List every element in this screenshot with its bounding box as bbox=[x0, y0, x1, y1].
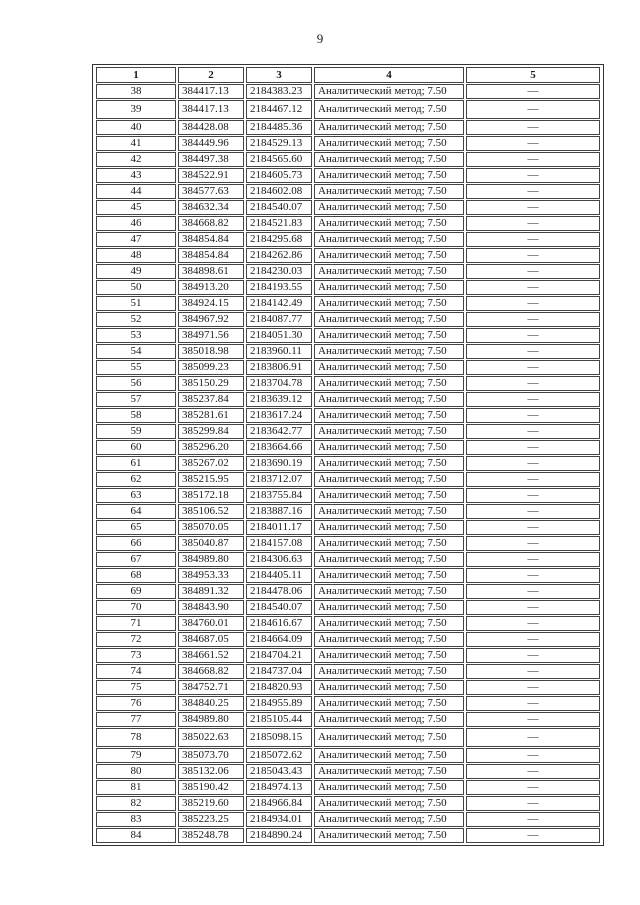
coordinate-x-cell: 385219.60 bbox=[178, 796, 244, 811]
coordinate-x-cell: 385106.52 bbox=[178, 504, 244, 519]
coordinate-x-cell: 384843.90 bbox=[178, 600, 244, 615]
table-row bbox=[96, 344, 600, 359]
table-row bbox=[96, 828, 600, 843]
method-cell: Аналитический метод; 7.50 bbox=[314, 828, 464, 843]
table-row bbox=[96, 360, 600, 375]
coordinate-y-cell: 2184934.01 bbox=[246, 812, 312, 827]
table-row bbox=[96, 280, 600, 295]
coordinate-x-cell: 385022.63 bbox=[178, 728, 244, 747]
point-number-cell: 51 bbox=[96, 296, 176, 311]
table-row bbox=[96, 136, 600, 151]
note-cell: — bbox=[466, 664, 600, 679]
coordinate-x-cell: 384898.61 bbox=[178, 264, 244, 279]
table-row bbox=[96, 584, 600, 599]
method-cell: Аналитический метод; 7.50 bbox=[314, 712, 464, 727]
note-cell: — bbox=[466, 520, 600, 535]
coordinate-x-cell: 384760.01 bbox=[178, 616, 244, 631]
method-cell: Аналитический метод; 7.50 bbox=[314, 616, 464, 631]
point-number-cell: 55 bbox=[96, 360, 176, 375]
method-cell: Аналитический метод; 7.50 bbox=[314, 520, 464, 535]
coordinate-y-cell: 2184540.07 bbox=[246, 200, 312, 215]
point-number-cell: 39 bbox=[96, 100, 176, 119]
table-row bbox=[96, 600, 600, 615]
method-cell: Аналитический метод; 7.50 bbox=[314, 600, 464, 615]
coordinate-y-cell: 2184890.24 bbox=[246, 828, 312, 843]
note-cell: — bbox=[466, 136, 600, 151]
point-number-cell: 47 bbox=[96, 232, 176, 247]
header-col-2: 2 bbox=[178, 67, 244, 83]
point-number-cell: 68 bbox=[96, 568, 176, 583]
note-cell: — bbox=[466, 200, 600, 215]
note-cell: — bbox=[466, 616, 600, 631]
table-row bbox=[96, 184, 600, 199]
coordinate-y-cell: 2184485.36 bbox=[246, 120, 312, 135]
table-header-row bbox=[96, 67, 600, 83]
coordinate-y-cell: 2184540.07 bbox=[246, 600, 312, 615]
method-cell: Аналитический метод; 7.50 bbox=[314, 812, 464, 827]
table-row bbox=[96, 328, 600, 343]
coordinate-y-cell: 2184616.67 bbox=[246, 616, 312, 631]
point-number-cell: 63 bbox=[96, 488, 176, 503]
coordinate-x-cell: 384924.15 bbox=[178, 296, 244, 311]
coordinate-x-cell: 384449.96 bbox=[178, 136, 244, 151]
point-number-cell: 71 bbox=[96, 616, 176, 631]
coordinate-y-cell: 2183664.66 bbox=[246, 440, 312, 455]
coordinate-y-cell: 2184011.17 bbox=[246, 520, 312, 535]
coordinate-x-cell: 385223.25 bbox=[178, 812, 244, 827]
coordinate-y-cell: 2184087.77 bbox=[246, 312, 312, 327]
coordinate-x-cell: 384967.92 bbox=[178, 312, 244, 327]
method-cell: Аналитический метод; 7.50 bbox=[314, 264, 464, 279]
coordinate-y-cell: 2184383.23 bbox=[246, 84, 312, 99]
table-row bbox=[96, 520, 600, 535]
coordinate-x-cell: 385040.87 bbox=[178, 536, 244, 551]
method-cell: Аналитический метод; 7.50 bbox=[314, 568, 464, 583]
method-cell: Аналитический метод; 7.50 bbox=[314, 344, 464, 359]
note-cell: — bbox=[466, 764, 600, 779]
point-number-cell: 73 bbox=[96, 648, 176, 663]
method-cell: Аналитический метод; 7.50 bbox=[314, 136, 464, 151]
method-cell: Аналитический метод; 7.50 bbox=[314, 748, 464, 763]
method-cell: Аналитический метод; 7.50 bbox=[314, 648, 464, 663]
method-cell: Аналитический метод; 7.50 bbox=[314, 664, 464, 679]
header-col-4: 4 bbox=[314, 67, 464, 83]
coordinate-x-cell: 384913.20 bbox=[178, 280, 244, 295]
coordinate-x-cell: 385281.61 bbox=[178, 408, 244, 423]
point-number-cell: 69 bbox=[96, 584, 176, 599]
note-cell: — bbox=[466, 120, 600, 135]
coordinate-y-cell: 2184605.73 bbox=[246, 168, 312, 183]
coordinate-x-cell: 384661.52 bbox=[178, 648, 244, 663]
method-cell: Аналитический метод; 7.50 bbox=[314, 488, 464, 503]
table-row bbox=[96, 632, 600, 647]
note-cell: — bbox=[466, 84, 600, 99]
method-cell: Аналитический метод; 7.50 bbox=[314, 232, 464, 247]
coordinate-x-cell: 385190.42 bbox=[178, 780, 244, 795]
note-cell: — bbox=[466, 536, 600, 551]
note-cell: — bbox=[466, 728, 600, 747]
coordinate-x-cell: 385073.70 bbox=[178, 748, 244, 763]
coordinate-x-cell: 384854.84 bbox=[178, 248, 244, 263]
note-cell: — bbox=[466, 344, 600, 359]
coordinate-y-cell: 2184230.03 bbox=[246, 264, 312, 279]
point-number-cell: 43 bbox=[96, 168, 176, 183]
point-number-cell: 62 bbox=[96, 472, 176, 487]
note-cell: — bbox=[466, 600, 600, 615]
table-row bbox=[96, 440, 600, 455]
table-row bbox=[96, 664, 600, 679]
coordinate-x-cell: 384840.25 bbox=[178, 696, 244, 711]
coordinate-y-cell: 2184193.55 bbox=[246, 280, 312, 295]
header-col-3: 3 bbox=[246, 67, 312, 83]
table-row bbox=[96, 696, 600, 711]
point-number-cell: 53 bbox=[96, 328, 176, 343]
note-cell: — bbox=[466, 328, 600, 343]
page-number: 9 bbox=[316, 31, 324, 46]
coordinate-y-cell: 2184157.08 bbox=[246, 536, 312, 551]
method-cell: Аналитический метод; 7.50 bbox=[314, 680, 464, 695]
point-number-cell: 61 bbox=[96, 456, 176, 471]
point-number-cell: 58 bbox=[96, 408, 176, 423]
coordinate-x-cell: 384953.33 bbox=[178, 568, 244, 583]
method-cell: Аналитический метод; 7.50 bbox=[314, 280, 464, 295]
method-cell: Аналитический метод; 7.50 bbox=[314, 440, 464, 455]
coordinate-y-cell: 2183704.78 bbox=[246, 376, 312, 391]
method-cell: Аналитический метод; 7.50 bbox=[314, 248, 464, 263]
point-number-cell: 83 bbox=[96, 812, 176, 827]
coordinate-x-cell: 384854.84 bbox=[178, 232, 244, 247]
method-cell: Аналитический метод; 7.50 bbox=[314, 536, 464, 551]
coordinate-y-cell: 2183642.77 bbox=[246, 424, 312, 439]
coordinate-y-cell: 2183639.12 bbox=[246, 392, 312, 407]
coordinate-y-cell: 2185105.44 bbox=[246, 712, 312, 727]
point-number-cell: 80 bbox=[96, 764, 176, 779]
table-row bbox=[96, 264, 600, 279]
note-cell: — bbox=[466, 696, 600, 711]
point-number-cell: 49 bbox=[96, 264, 176, 279]
table-row bbox=[96, 392, 600, 407]
coordinate-y-cell: 2183887.16 bbox=[246, 504, 312, 519]
method-cell: Аналитический метод; 7.50 bbox=[314, 424, 464, 439]
coordinates-table-frame bbox=[92, 64, 604, 846]
method-cell: Аналитический метод; 7.50 bbox=[314, 696, 464, 711]
note-cell: — bbox=[466, 780, 600, 795]
point-number-cell: 67 bbox=[96, 552, 176, 567]
note-cell: — bbox=[466, 504, 600, 519]
table-row bbox=[96, 764, 600, 779]
note-cell: — bbox=[466, 440, 600, 455]
coordinate-y-cell: 2183960.11 bbox=[246, 344, 312, 359]
note-cell: — bbox=[466, 392, 600, 407]
table-row bbox=[96, 780, 600, 795]
coordinate-x-cell: 384752.71 bbox=[178, 680, 244, 695]
point-number-cell: 66 bbox=[96, 536, 176, 551]
coordinate-x-cell: 384428.08 bbox=[178, 120, 244, 135]
note-cell: — bbox=[466, 828, 600, 843]
method-cell: Аналитический метод; 7.50 bbox=[314, 328, 464, 343]
method-cell: Аналитический метод; 7.50 bbox=[314, 376, 464, 391]
coordinate-x-cell: 385296.20 bbox=[178, 440, 244, 455]
note-cell: — bbox=[466, 796, 600, 811]
point-number-cell: 48 bbox=[96, 248, 176, 263]
method-cell: Аналитический метод; 7.50 bbox=[314, 552, 464, 567]
coordinate-y-cell: 2185072.62 bbox=[246, 748, 312, 763]
note-cell: — bbox=[466, 472, 600, 487]
table-row bbox=[96, 120, 600, 135]
coordinate-x-cell: 384891.32 bbox=[178, 584, 244, 599]
note-cell: — bbox=[466, 408, 600, 423]
coordinate-x-cell: 384417.13 bbox=[178, 100, 244, 119]
table-row bbox=[96, 84, 600, 99]
coordinate-y-cell: 2183806.91 bbox=[246, 360, 312, 375]
note-cell: — bbox=[466, 680, 600, 695]
table-row bbox=[96, 812, 600, 827]
point-number-cell: 76 bbox=[96, 696, 176, 711]
coordinate-y-cell: 2185043.43 bbox=[246, 764, 312, 779]
table-row bbox=[96, 376, 600, 391]
coordinate-x-cell: 384417.13 bbox=[178, 84, 244, 99]
table-row bbox=[96, 472, 600, 487]
coordinate-y-cell: 2184565.60 bbox=[246, 152, 312, 167]
coordinate-y-cell: 2183617.24 bbox=[246, 408, 312, 423]
note-cell: — bbox=[466, 168, 600, 183]
table-row bbox=[96, 200, 600, 215]
table-row bbox=[96, 424, 600, 439]
table-row bbox=[96, 296, 600, 311]
coordinate-y-cell: 2184306.63 bbox=[246, 552, 312, 567]
method-cell: Аналитический метод; 7.50 bbox=[314, 152, 464, 167]
note-cell: — bbox=[466, 812, 600, 827]
point-number-cell: 79 bbox=[96, 748, 176, 763]
method-cell: Аналитический метод; 7.50 bbox=[314, 360, 464, 375]
header-col-5: 5 bbox=[466, 67, 600, 83]
note-cell: — bbox=[466, 648, 600, 663]
table-body bbox=[96, 84, 600, 843]
point-number-cell: 75 bbox=[96, 680, 176, 695]
table-row bbox=[96, 552, 600, 567]
table-row bbox=[96, 312, 600, 327]
coordinate-x-cell: 384971.56 bbox=[178, 328, 244, 343]
point-number-cell: 56 bbox=[96, 376, 176, 391]
coordinate-y-cell: 2184966.84 bbox=[246, 796, 312, 811]
table-row bbox=[96, 248, 600, 263]
note-cell: — bbox=[466, 216, 600, 231]
method-cell: Аналитический метод; 7.50 bbox=[314, 200, 464, 215]
note-cell: — bbox=[466, 488, 600, 503]
point-number-cell: 82 bbox=[96, 796, 176, 811]
coordinate-y-cell: 2184974.13 bbox=[246, 780, 312, 795]
note-cell: — bbox=[466, 184, 600, 199]
coordinate-y-cell: 2184955.89 bbox=[246, 696, 312, 711]
note-cell: — bbox=[466, 748, 600, 763]
point-number-cell: 45 bbox=[96, 200, 176, 215]
point-number-cell: 46 bbox=[96, 216, 176, 231]
coordinate-y-cell: 2184051.30 bbox=[246, 328, 312, 343]
point-number-cell: 74 bbox=[96, 664, 176, 679]
method-cell: Аналитический метод; 7.50 bbox=[314, 456, 464, 471]
point-number-cell: 38 bbox=[96, 84, 176, 99]
table-row bbox=[96, 712, 600, 727]
point-number-cell: 42 bbox=[96, 152, 176, 167]
table-row bbox=[96, 748, 600, 763]
method-cell: Аналитический метод; 7.50 bbox=[314, 632, 464, 647]
table-row bbox=[96, 796, 600, 811]
method-cell: Аналитический метод; 7.50 bbox=[314, 584, 464, 599]
table-row bbox=[96, 216, 600, 231]
point-number-cell: 72 bbox=[96, 632, 176, 647]
coordinate-x-cell: 384632.34 bbox=[178, 200, 244, 215]
method-cell: Аналитический метод; 7.50 bbox=[314, 472, 464, 487]
point-number-cell: 41 bbox=[96, 136, 176, 151]
coordinate-x-cell: 385132.06 bbox=[178, 764, 244, 779]
point-number-cell: 50 bbox=[96, 280, 176, 295]
coordinate-x-cell: 385237.84 bbox=[178, 392, 244, 407]
coordinate-x-cell: 384687.05 bbox=[178, 632, 244, 647]
coordinate-x-cell: 384497.38 bbox=[178, 152, 244, 167]
method-cell: Аналитический метод; 7.50 bbox=[314, 184, 464, 199]
note-cell: — bbox=[466, 584, 600, 599]
method-cell: Аналитический метод; 7.50 bbox=[314, 100, 464, 119]
note-cell: — bbox=[466, 312, 600, 327]
table-row bbox=[96, 728, 600, 747]
table-row bbox=[96, 616, 600, 631]
note-cell: — bbox=[466, 376, 600, 391]
coordinate-x-cell: 384668.82 bbox=[178, 216, 244, 231]
note-cell: — bbox=[466, 152, 600, 167]
coordinate-y-cell: 2184295.68 bbox=[246, 232, 312, 247]
table-row bbox=[96, 100, 600, 119]
coordinate-y-cell: 2184820.93 bbox=[246, 680, 312, 695]
coordinate-y-cell: 2184467.12 bbox=[246, 100, 312, 119]
coordinate-x-cell: 385248.78 bbox=[178, 828, 244, 843]
coordinate-x-cell: 384989.80 bbox=[178, 712, 244, 727]
coordinate-y-cell: 2183755.84 bbox=[246, 488, 312, 503]
coordinate-x-cell: 385172.18 bbox=[178, 488, 244, 503]
point-number-cell: 54 bbox=[96, 344, 176, 359]
table-row bbox=[96, 168, 600, 183]
coordinate-y-cell: 2184529.13 bbox=[246, 136, 312, 151]
point-number-cell: 70 bbox=[96, 600, 176, 615]
coordinate-x-cell: 384522.91 bbox=[178, 168, 244, 183]
method-cell: Аналитический метод; 7.50 bbox=[314, 216, 464, 231]
note-cell: — bbox=[466, 424, 600, 439]
note-cell: — bbox=[466, 296, 600, 311]
coordinate-y-cell: 2184664.09 bbox=[246, 632, 312, 647]
note-cell: — bbox=[466, 568, 600, 583]
method-cell: Аналитический метод; 7.50 bbox=[314, 392, 464, 407]
coordinate-x-cell: 384668.82 bbox=[178, 664, 244, 679]
note-cell: — bbox=[466, 632, 600, 647]
note-cell: — bbox=[466, 712, 600, 727]
point-number-cell: 78 bbox=[96, 728, 176, 747]
coordinate-x-cell: 385070.05 bbox=[178, 520, 244, 535]
coordinate-x-cell: 384989.80 bbox=[178, 552, 244, 567]
note-cell: — bbox=[466, 360, 600, 375]
method-cell: Аналитический метод; 7.50 bbox=[314, 296, 464, 311]
coordinate-y-cell: 2184262.86 bbox=[246, 248, 312, 263]
header-col-1: 1 bbox=[96, 67, 176, 83]
note-cell: — bbox=[466, 456, 600, 471]
table-row bbox=[96, 456, 600, 471]
note-cell: — bbox=[466, 264, 600, 279]
method-cell: Аналитический метод; 7.50 bbox=[314, 780, 464, 795]
point-number-cell: 64 bbox=[96, 504, 176, 519]
coordinate-y-cell: 2184704.21 bbox=[246, 648, 312, 663]
table-row bbox=[96, 232, 600, 247]
point-number-cell: 60 bbox=[96, 440, 176, 455]
table-row bbox=[96, 568, 600, 583]
coordinate-y-cell: 2184478.06 bbox=[246, 584, 312, 599]
point-number-cell: 59 bbox=[96, 424, 176, 439]
method-cell: Аналитический метод; 7.50 bbox=[314, 312, 464, 327]
table-row bbox=[96, 504, 600, 519]
point-number-cell: 44 bbox=[96, 184, 176, 199]
coordinate-y-cell: 2184405.11 bbox=[246, 568, 312, 583]
point-number-cell: 40 bbox=[96, 120, 176, 135]
coordinate-y-cell: 2183690.19 bbox=[246, 456, 312, 471]
coordinate-y-cell: 2185098.15 bbox=[246, 728, 312, 747]
coordinate-x-cell: 385150.29 bbox=[178, 376, 244, 391]
coordinate-y-cell: 2184142.49 bbox=[246, 296, 312, 311]
method-cell: Аналитический метод; 7.50 bbox=[314, 764, 464, 779]
method-cell: Аналитический метод; 7.50 bbox=[314, 504, 464, 519]
point-number-cell: 77 bbox=[96, 712, 176, 727]
coordinate-x-cell: 385099.23 bbox=[178, 360, 244, 375]
coordinate-y-cell: 2184521.83 bbox=[246, 216, 312, 231]
point-number-cell: 57 bbox=[96, 392, 176, 407]
method-cell: Аналитический метод; 7.50 bbox=[314, 168, 464, 183]
table-row bbox=[96, 536, 600, 551]
coordinate-y-cell: 2183712.07 bbox=[246, 472, 312, 487]
point-number-cell: 84 bbox=[96, 828, 176, 843]
method-cell: Аналитический метод; 7.50 bbox=[314, 120, 464, 135]
coordinate-x-cell: 384577.63 bbox=[178, 184, 244, 199]
note-cell: — bbox=[466, 280, 600, 295]
coordinate-y-cell: 2184737.04 bbox=[246, 664, 312, 679]
method-cell: Аналитический метод; 7.50 bbox=[314, 728, 464, 747]
coordinates-table bbox=[94, 66, 602, 844]
note-cell: — bbox=[466, 248, 600, 263]
coordinate-x-cell: 385215.95 bbox=[178, 472, 244, 487]
table-row bbox=[96, 488, 600, 503]
note-cell: — bbox=[466, 100, 600, 119]
coordinate-y-cell: 2184602.08 bbox=[246, 184, 312, 199]
coordinate-x-cell: 385299.84 bbox=[178, 424, 244, 439]
coordinate-x-cell: 385018.98 bbox=[178, 344, 244, 359]
point-number-cell: 52 bbox=[96, 312, 176, 327]
method-cell: Аналитический метод; 7.50 bbox=[314, 408, 464, 423]
note-cell: — bbox=[466, 552, 600, 567]
note-cell: — bbox=[466, 232, 600, 247]
table-row bbox=[96, 152, 600, 167]
method-cell: Аналитический метод; 7.50 bbox=[314, 84, 464, 99]
table-row bbox=[96, 408, 600, 423]
table-row bbox=[96, 648, 600, 663]
coordinate-x-cell: 385267.02 bbox=[178, 456, 244, 471]
point-number-cell: 65 bbox=[96, 520, 176, 535]
method-cell: Аналитический метод; 7.50 bbox=[314, 796, 464, 811]
table-row bbox=[96, 680, 600, 695]
point-number-cell: 81 bbox=[96, 780, 176, 795]
